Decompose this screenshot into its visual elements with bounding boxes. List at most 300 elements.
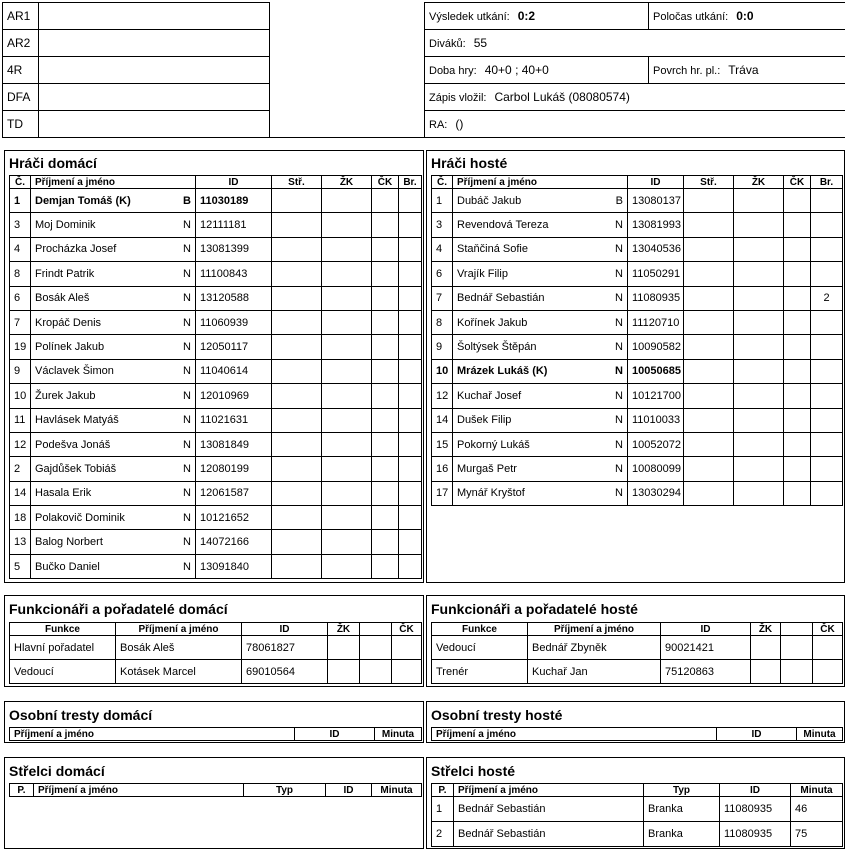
- player-yellow: [322, 408, 372, 432]
- player-name-cell: [31, 457, 196, 481]
- player-gk: [399, 335, 422, 359]
- player-name-cell: [453, 457, 628, 481]
- col-name: Příjmení a jméno: [116, 623, 242, 636]
- player-type: N: [615, 316, 623, 329]
- duration-value: 40+0 ; 40+0: [484, 63, 549, 77]
- player-red: [372, 457, 399, 481]
- col-name: Příjmení a jméno: [10, 728, 295, 741]
- player-id: 13091840: [196, 554, 272, 578]
- player-gk: [811, 481, 843, 505]
- player-id: 12080199: [196, 457, 272, 481]
- player-gk: [811, 432, 843, 456]
- home-scorers-section: [4, 757, 424, 849]
- scorer-number: 1: [432, 797, 454, 822]
- player-number: 10: [10, 384, 31, 408]
- player-red: [784, 189, 811, 213]
- player-id: 14072166: [196, 530, 272, 554]
- player-goals: [272, 432, 322, 456]
- official-name: Bednář Zbyněk: [528, 636, 661, 660]
- player-type: N: [183, 316, 191, 329]
- player-name: Podešva Jonáš: [35, 438, 111, 451]
- player-row: [432, 189, 843, 213]
- recorder-value: Carbol Lukáš (08080574): [494, 90, 630, 104]
- player-id: 12111181: [196, 213, 272, 237]
- col-role: Funkce: [432, 623, 528, 636]
- player-name: Žurek Jakub: [35, 389, 96, 402]
- official-name: Kotásek Marcel: [116, 660, 242, 684]
- official-blank: [781, 636, 813, 660]
- ref-label-ar2: AR2: [3, 30, 39, 57]
- player-gk: [811, 384, 843, 408]
- player-gk: [399, 384, 422, 408]
- player-id: 11050291: [628, 262, 684, 286]
- player-gk: [399, 359, 422, 383]
- player-number: 4: [10, 237, 31, 261]
- player-red: [372, 530, 399, 554]
- player-type: N: [615, 487, 623, 500]
- away-officials-section: [426, 595, 845, 687]
- player-id: 11080935: [628, 286, 684, 310]
- official-red: [392, 660, 422, 684]
- player-goals: [272, 262, 322, 286]
- col-id: ID: [720, 784, 791, 797]
- player-goals: [684, 286, 734, 310]
- player-name: Bučko Daniel: [35, 560, 100, 573]
- col-id: ID: [242, 623, 328, 636]
- col-goals: Stř.: [684, 176, 734, 189]
- player-type: N: [615, 414, 623, 427]
- player-number: 17: [432, 481, 453, 505]
- player-row: [10, 384, 422, 408]
- player-gk: [811, 457, 843, 481]
- player-row: [10, 310, 422, 334]
- ref-label-4r: 4R: [3, 57, 39, 84]
- player-number: 10: [432, 359, 453, 383]
- home-officials-body: [10, 636, 422, 684]
- official-role: Hlavní pořadatel: [10, 636, 116, 660]
- official-id: 78061827: [242, 636, 328, 660]
- away-players-body: [432, 189, 843, 506]
- player-row: [432, 457, 843, 481]
- player-number: 3: [432, 213, 453, 237]
- scorer-id: 11080935: [720, 822, 791, 847]
- player-yellow: [734, 481, 784, 505]
- away-scorers-body: [432, 797, 843, 847]
- player-gk: [811, 408, 843, 432]
- player-name: Balog Norbert: [35, 536, 103, 549]
- away-penalties-section: [426, 701, 845, 743]
- player-type: N: [183, 292, 191, 305]
- player-goals: [684, 432, 734, 456]
- player-id: 10050685: [628, 359, 684, 383]
- player-red: [372, 262, 399, 286]
- player-red: [372, 481, 399, 505]
- player-yellow: [322, 432, 372, 456]
- col-type: Typ: [644, 784, 720, 797]
- scorer-name: Bednář Sebastián: [454, 797, 644, 822]
- player-gk: [811, 359, 843, 383]
- official-id: 69010564: [242, 660, 328, 684]
- player-goals: [684, 262, 734, 286]
- player-yellow: [322, 189, 372, 213]
- scorer-row: [432, 797, 843, 822]
- player-id: 10052072: [628, 432, 684, 456]
- player-name: Bosák Aleš: [35, 292, 90, 305]
- player-row: [10, 432, 422, 456]
- player-yellow: [734, 384, 784, 408]
- player-id: 13081993: [628, 213, 684, 237]
- player-name-cell: [31, 189, 196, 213]
- player-gk: [399, 554, 422, 578]
- player-id: 11010033: [628, 408, 684, 432]
- player-number: 16: [432, 457, 453, 481]
- official-role: Vedoucí: [10, 660, 116, 684]
- player-yellow: [322, 481, 372, 505]
- official-name: Bosák Aleš: [116, 636, 242, 660]
- player-id: 13080137: [628, 189, 684, 213]
- col-id: ID: [295, 728, 375, 741]
- player-red: [784, 457, 811, 481]
- player-id: 11030189: [196, 189, 272, 213]
- player-yellow: [322, 286, 372, 310]
- player-name: Pokorný Lukáš: [457, 438, 530, 451]
- scorer-number: 2: [432, 822, 454, 847]
- player-number: 1: [10, 189, 31, 213]
- player-type: N: [183, 462, 191, 475]
- player-row: [10, 457, 422, 481]
- player-type: B: [183, 194, 191, 207]
- player-name: Gajdůšek Tobiáš: [35, 462, 117, 475]
- official-id: 75120863: [661, 660, 751, 684]
- player-id: 10080099: [628, 457, 684, 481]
- col-name: Příjmení a jméno: [528, 623, 661, 636]
- col-role: Funkce: [10, 623, 116, 636]
- player-type: N: [183, 536, 191, 549]
- player-yellow: [734, 432, 784, 456]
- halftime-label: Poločas utkání:: [653, 11, 729, 23]
- player-yellow: [734, 457, 784, 481]
- player-name-cell: [31, 554, 196, 578]
- result-value: 0:2: [517, 9, 536, 23]
- col-yellow: ŽK: [328, 623, 360, 636]
- player-name-cell: [453, 189, 628, 213]
- player-name: Kuchař Josef: [457, 389, 522, 402]
- player-red: [372, 213, 399, 237]
- player-type: N: [183, 560, 191, 573]
- player-red: [784, 213, 811, 237]
- player-name: Mrázek Lukáš (K): [457, 365, 548, 378]
- col-minute: Minuta: [791, 784, 843, 797]
- ref-label-ar1: AR1: [3, 3, 39, 30]
- player-goals: [684, 408, 734, 432]
- official-row: [10, 660, 422, 684]
- player-row: [432, 286, 843, 310]
- home-players-section: [4, 150, 424, 583]
- player-name-cell: [453, 335, 628, 359]
- player-type: N: [615, 243, 623, 256]
- official-yellow: [328, 636, 360, 660]
- player-goals: [272, 189, 322, 213]
- col-id: ID: [661, 623, 751, 636]
- player-id: 13030294: [628, 481, 684, 505]
- player-goals: [684, 213, 734, 237]
- player-yellow: [322, 237, 372, 261]
- player-number: 7: [10, 310, 31, 334]
- player-name-cell: [453, 237, 628, 261]
- col-minute: Minuta: [372, 784, 422, 797]
- player-type: N: [183, 487, 191, 500]
- away-scorers-table: [431, 783, 843, 847]
- player-row: [10, 189, 422, 213]
- player-goals: [684, 237, 734, 261]
- official-red: [392, 636, 422, 660]
- col-gk: Br.: [811, 176, 843, 189]
- away-officials-title: Funkcionáři a pořadatelé hosté: [431, 601, 638, 617]
- player-gk: [811, 237, 843, 261]
- col-name: Příjmení a jméno: [432, 728, 717, 741]
- player-red: [372, 408, 399, 432]
- player-yellow: [322, 262, 372, 286]
- player-type: N: [615, 389, 623, 402]
- player-name-cell: [453, 262, 628, 286]
- away-players-section: [426, 150, 845, 583]
- official-name: Kuchař Jan: [528, 660, 661, 684]
- player-red: [784, 310, 811, 334]
- player-number: 11: [10, 408, 31, 432]
- col-blank: [781, 623, 813, 636]
- player-id: 12061587: [196, 481, 272, 505]
- col-id: ID: [326, 784, 372, 797]
- player-number: 12: [10, 432, 31, 456]
- player-name: Bednář Sebastián: [457, 292, 545, 305]
- player-name-cell: [453, 432, 628, 456]
- player-type: N: [183, 438, 191, 451]
- col-number: P.: [10, 784, 34, 797]
- player-name-cell: [31, 237, 196, 261]
- player-goals: [684, 384, 734, 408]
- official-yellow: [751, 660, 781, 684]
- player-gk: [399, 481, 422, 505]
- home-players-table: [9, 175, 422, 579]
- ref-value-ar2: [39, 30, 270, 57]
- player-row: [10, 481, 422, 505]
- player-name-cell: [453, 310, 628, 334]
- official-role: Trenér: [432, 660, 528, 684]
- player-gk: [399, 530, 422, 554]
- col-red: ČK: [784, 176, 811, 189]
- player-red: [372, 189, 399, 213]
- player-name: Murgaš Petr: [457, 462, 517, 475]
- player-row: [10, 359, 422, 383]
- player-goals: [272, 335, 322, 359]
- player-red: [784, 359, 811, 383]
- player-yellow: [734, 335, 784, 359]
- player-goals: [272, 554, 322, 578]
- player-name: Vrajík Filip: [457, 267, 508, 280]
- player-name-cell: [453, 286, 628, 310]
- player-id: 10121700: [628, 384, 684, 408]
- home-officials-table: [9, 622, 422, 684]
- player-number: 9: [432, 335, 453, 359]
- player-name-cell: [453, 408, 628, 432]
- player-gk: [399, 457, 422, 481]
- player-goals: [272, 506, 322, 530]
- player-gk: [399, 189, 422, 213]
- player-row: [432, 310, 843, 334]
- player-red: [372, 286, 399, 310]
- player-goals: [684, 310, 734, 334]
- official-blank: [360, 636, 392, 660]
- player-red: [784, 384, 811, 408]
- player-type: N: [183, 341, 191, 354]
- player-name: Moj Dominik: [35, 219, 96, 232]
- player-id: 11100843: [196, 262, 272, 286]
- player-red: [784, 262, 811, 286]
- player-row: [10, 335, 422, 359]
- player-name: Šoltýsek Štěpán: [457, 341, 537, 354]
- player-name-cell: [453, 213, 628, 237]
- player-name: Havlásek Matyáš: [35, 414, 119, 427]
- player-row: [10, 286, 422, 310]
- official-row: [432, 660, 843, 684]
- home-penalties-table: [9, 727, 422, 741]
- player-gk: [399, 310, 422, 334]
- player-goals: [272, 457, 322, 481]
- player-number: 2: [10, 457, 31, 481]
- player-red: [784, 432, 811, 456]
- spectators-value: 55: [473, 36, 488, 50]
- player-goals: [272, 213, 322, 237]
- player-number: 3: [10, 213, 31, 237]
- col-minute: Minuta: [797, 728, 843, 741]
- player-number: 6: [10, 286, 31, 310]
- home-players-title: Hráči domácí: [9, 155, 97, 171]
- player-id: 11040614: [196, 359, 272, 383]
- player-name: Polakovič Dominik: [35, 511, 125, 524]
- player-red: [784, 335, 811, 359]
- player-row: [432, 213, 843, 237]
- home-scorers-table: [9, 783, 422, 797]
- player-id: 11060939: [196, 310, 272, 334]
- player-red: [784, 237, 811, 261]
- official-red: [813, 660, 843, 684]
- player-name-cell: [31, 481, 196, 505]
- player-yellow: [322, 384, 372, 408]
- player-goals: [684, 189, 734, 213]
- player-gk: [811, 335, 843, 359]
- home-penalties-section: [4, 701, 424, 743]
- player-type: N: [615, 438, 623, 451]
- col-goals: Stř.: [272, 176, 322, 189]
- player-name-cell: [31, 432, 196, 456]
- scorer-minute: 75: [791, 822, 843, 847]
- player-red: [784, 408, 811, 432]
- player-name-cell: [31, 384, 196, 408]
- player-gk: [399, 213, 422, 237]
- player-row: [432, 481, 843, 505]
- halftime-value: 0:0: [736, 9, 754, 23]
- col-red: ČK: [392, 623, 422, 636]
- player-gk: [399, 432, 422, 456]
- player-name: Mynář Kryštof: [457, 487, 525, 500]
- player-red: [372, 506, 399, 530]
- player-number: 4: [432, 237, 453, 261]
- player-row: [432, 237, 843, 261]
- player-goals: [272, 481, 322, 505]
- ref-value-dfa: [39, 84, 270, 111]
- player-name: Polínek Jakub: [35, 341, 105, 354]
- player-number: 6: [432, 262, 453, 286]
- player-type: N: [615, 267, 623, 280]
- player-number: 7: [432, 286, 453, 310]
- player-row: [10, 262, 422, 286]
- player-type: N: [183, 414, 191, 427]
- player-gk: [811, 262, 843, 286]
- away-penalties-table: [431, 727, 843, 741]
- scorer-row: [432, 822, 843, 847]
- player-gk: [399, 506, 422, 530]
- player-goals: [272, 408, 322, 432]
- col-red: ČK: [813, 623, 843, 636]
- ref-label-td: TD: [3, 111, 39, 138]
- player-type: N: [615, 365, 623, 378]
- away-officials-body: [432, 636, 843, 684]
- player-goals: [272, 237, 322, 261]
- player-red: [784, 286, 811, 310]
- player-name: Frindt Patrik: [35, 267, 95, 280]
- col-type: Typ: [244, 784, 326, 797]
- official-id: 90021421: [661, 636, 751, 660]
- away-officials-table: [431, 622, 843, 684]
- player-row: [432, 262, 843, 286]
- player-row: [10, 237, 422, 261]
- player-number: 12: [432, 384, 453, 408]
- col-id: ID: [196, 176, 272, 189]
- home-officials-title: Funkcionáři a pořadatelé domácí: [9, 601, 228, 617]
- player-yellow: [322, 530, 372, 554]
- player-name-cell: [31, 506, 196, 530]
- away-scorers-section: [426, 757, 845, 849]
- player-id: 12010969: [196, 384, 272, 408]
- player-type: N: [615, 219, 623, 232]
- ref-label-dfa: DFA: [3, 84, 39, 111]
- player-gk: [399, 237, 422, 261]
- col-minute: Minuta: [375, 728, 422, 741]
- col-gk: Br.: [399, 176, 422, 189]
- player-name-cell: [453, 481, 628, 505]
- player-goals: [272, 530, 322, 554]
- match-header: [2, 2, 845, 138]
- scorer-name: Bednář Sebastián: [454, 822, 644, 847]
- player-id: 10090582: [628, 335, 684, 359]
- player-row: [10, 506, 422, 530]
- ra-label: RA:: [429, 119, 448, 131]
- spectators-label: Diváků:: [429, 38, 466, 50]
- player-type: N: [615, 341, 623, 354]
- scorer-type: Branka: [644, 822, 720, 847]
- scorer-type: Branka: [644, 797, 720, 822]
- player-type: B: [615, 194, 623, 207]
- official-yellow: [751, 636, 781, 660]
- player-yellow: [734, 310, 784, 334]
- player-number: 19: [10, 335, 31, 359]
- player-red: [372, 432, 399, 456]
- player-yellow: [734, 189, 784, 213]
- player-number: 13: [10, 530, 31, 554]
- away-players-title: Hráči hosté: [431, 155, 508, 171]
- player-number: 5: [10, 554, 31, 578]
- player-red: [784, 481, 811, 505]
